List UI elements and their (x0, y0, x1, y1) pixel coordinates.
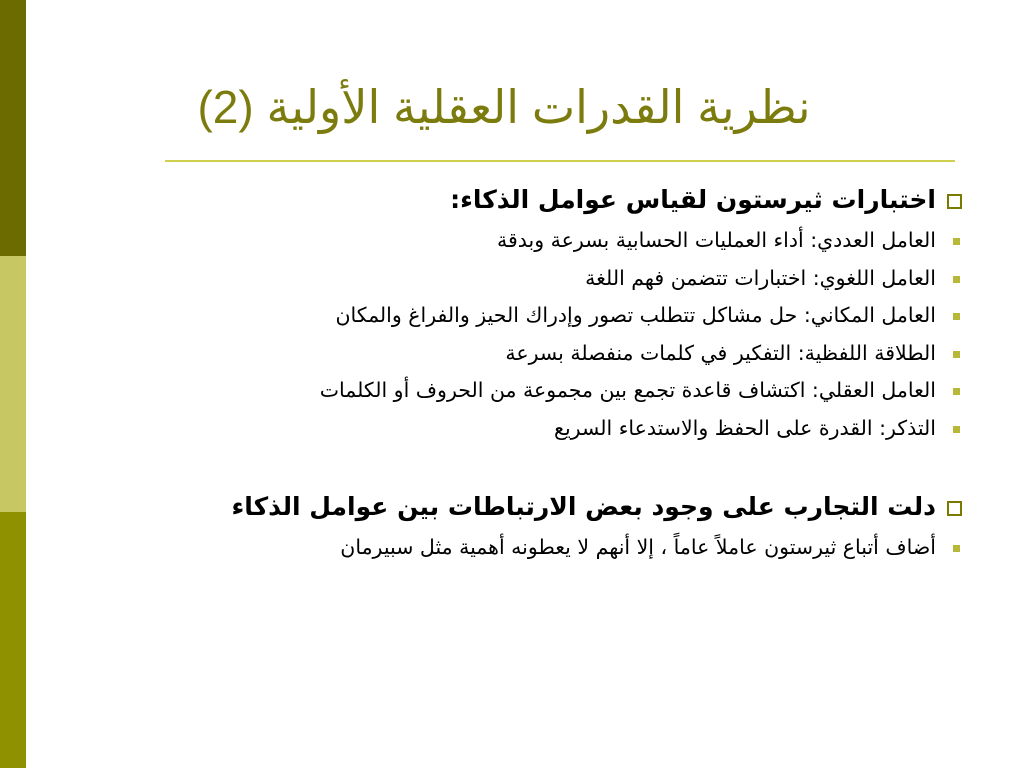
section-heading-2-text: دلت التجارب على وجود بعض الارتباطات بين عوامل الذكاء (231, 492, 936, 521)
section-spacer (62, 447, 962, 485)
section-heading-1 (62, 178, 962, 222)
list-item (62, 410, 962, 448)
list-item-text: التذكر: القدرة على الحفظ والاستدعاء السريع (554, 415, 936, 440)
filled-square-bullet-icon (953, 388, 960, 395)
list-item (62, 335, 962, 373)
filled-square-bullet-icon (953, 426, 960, 433)
list-item (62, 529, 962, 567)
side-bar-bottom (0, 512, 26, 768)
list-item (62, 297, 962, 335)
list-item-text: العامل اللغوي: اختبارات تتضمن فهم اللغة (585, 265, 936, 290)
slide-title: نظرية القدرات العقلية الأولية (2) (197, 81, 811, 133)
list-item-text: العامل المكاني: حل مشاكل تتطلب تصور وإدراك الحيز والفراغ والمكان (335, 303, 936, 327)
list-item-text: العامل العددي: أداء العمليات الحسابية بسرعة وبدقة (497, 228, 936, 252)
filled-square-bullet-icon (953, 313, 960, 320)
hollow-square-bullet-icon (947, 194, 962, 209)
filled-square-bullet-icon (953, 351, 960, 358)
list-item (62, 372, 962, 410)
slide-content (62, 178, 962, 567)
filled-square-bullet-icon (953, 238, 960, 245)
side-bar-middle (0, 256, 26, 512)
list-item-text: أضاف أتباع ثيرستون عاملاً عاماً ، إلا أنهم لا يعطونه أهمية مثل سبيرمان (340, 535, 936, 559)
title-divider (165, 160, 955, 162)
filled-square-bullet-icon (953, 545, 960, 552)
list-item-text: العامل العقلي: اكتشاف قاعدة تجمع بين مجموعة من الحروف أو الكلمات (319, 378, 936, 402)
section-heading-1-text: اختبارات ثيرستون لقياس عوامل الذكاء: (450, 185, 936, 214)
list-item (62, 260, 962, 298)
filled-square-bullet-icon (953, 276, 960, 283)
list-item-text: الطلاقة اللفظية: التفكير في كلمات منفصلة بسرعة (505, 340, 936, 365)
section-heading-2 (62, 485, 962, 529)
list-item (62, 222, 962, 260)
hollow-square-bullet-icon (947, 501, 962, 516)
side-bar-top (0, 0, 26, 256)
